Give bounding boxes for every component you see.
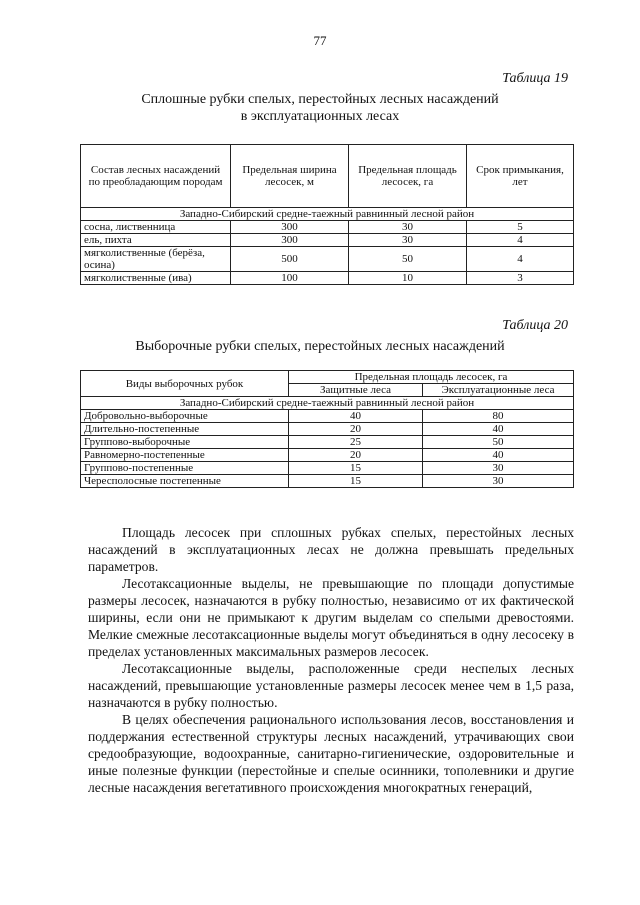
- width-cell: 500: [231, 247, 349, 272]
- table-20-header-area: Предельная площадь лесосек, га: [289, 371, 574, 384]
- table-19-region-row: [81, 208, 574, 221]
- area-cell: 30: [349, 234, 467, 247]
- table-row: [81, 234, 574, 247]
- cutting-type-cell: Группово-постепенные: [81, 462, 289, 475]
- species-cell: сосна, лиственница: [81, 221, 231, 234]
- table-19-header-term: Срок примыкания, лет: [467, 145, 574, 208]
- protective-cell: 15: [289, 475, 423, 488]
- cutting-type-cell: Добровольно-выборочные: [81, 410, 289, 423]
- table-19: [80, 144, 574, 285]
- cutting-type-cell: Чересполосные постепенные: [81, 475, 289, 488]
- species-cell: мягколиственные (берёза, осина): [81, 247, 231, 272]
- table-row: [81, 272, 574, 285]
- table-row: [81, 247, 574, 272]
- exploitation-cell: 30: [423, 462, 574, 475]
- table-20-region-row: [81, 397, 574, 410]
- area-cell: 10: [349, 272, 467, 285]
- paragraph: Лесотаксационные выделы, расположенные среди неспелых лесных насаждений, превышающие установленные размеры лесосек менее чем в 1,5 раза, назначаются в рубку полностью.: [88, 661, 574, 710]
- table-20-title: Выборочные рубки спелых, перестойных лесных насаждений: [135, 339, 505, 354]
- table-19-title: [0, 91, 640, 125]
- species-cell: мягколиственные (ива): [81, 272, 231, 285]
- protective-cell: 20: [289, 423, 423, 436]
- table-row: [81, 221, 574, 234]
- cutting-type-cell: Длительно-постепенные: [81, 423, 289, 436]
- protective-cell: 15: [289, 462, 423, 475]
- table-20-header-type: Виды выборочных рубок: [81, 371, 289, 397]
- table-19-header-width: Предельная ширина лесосек, м: [231, 145, 349, 208]
- table-20-header-protective: Защитные леса: [289, 384, 423, 397]
- term-cell: 3: [467, 272, 574, 285]
- table-19-region: Западно-Сибирский средне-таежный равнинный лесной район: [81, 208, 574, 221]
- exploitation-cell: 40: [423, 423, 574, 436]
- cutting-type-cell: Равномерно-постепенные: [81, 449, 289, 462]
- paragraph: В целях обеспечения рационального использования лесов, восстановления и поддержания естественной структуры лесных насаждений, утрачивающих свои средообразующие, водоохранные, санитарно-гигиенические, оздоровительные и иные полезные функции (перестойные и спелые осинники, тополевники и другие лесные насаждения вегетативного происхождения многократных генераций,: [88, 712, 574, 795]
- exploitation-cell: 50: [423, 436, 574, 449]
- cutting-type-cell: Группово-выборочные: [81, 436, 289, 449]
- paragraph: Лесотаксационные выделы, не превышающие по площади допустимые размеры лесосек, назначаются в рубку полностью, независимо от их фактической ширины, если они не примыкают к другим выделам со спелыми древостоями. Мелкие смежные лесотаксационные выделы могут объединяться в одну лесосеку в пределах установленных максимальных размеров лесосек.: [88, 576, 574, 659]
- protective-cell: 25: [289, 436, 423, 449]
- table-row: [81, 449, 574, 462]
- species-cell: ель, пихта: [81, 234, 231, 247]
- paragraph: Площадь лесосек при сплошных рубках спелых, перестойных лесных насаждений в эксплуатационных лесах не должна превышать предельных параметров.: [88, 525, 574, 574]
- area-cell: 50: [349, 247, 467, 272]
- table-19-header-row: [81, 145, 574, 208]
- table-20-header-row: [81, 371, 574, 384]
- table-19-caption: Таблица 19: [502, 71, 568, 86]
- table-20-header-exploitation: Эксплуатационные леса: [423, 384, 574, 397]
- page-number: 77: [313, 33, 327, 48]
- term-cell: 4: [467, 234, 574, 247]
- term-cell: 4: [467, 247, 574, 272]
- table-20: [80, 370, 574, 488]
- width-cell: 100: [231, 272, 349, 285]
- exploitation-cell: 30: [423, 475, 574, 488]
- table-row: [81, 410, 574, 423]
- exploitation-cell: 80: [423, 410, 574, 423]
- table-row: [81, 475, 574, 488]
- table-row: [81, 462, 574, 475]
- area-cell: 30: [349, 221, 467, 234]
- body-text: [88, 524, 574, 796]
- table-20-caption: Таблица 20: [502, 318, 568, 333]
- protective-cell: 40: [289, 410, 423, 423]
- table-19-title-line-2: в эксплуатационных лесах: [240, 109, 400, 124]
- table-row: [81, 423, 574, 436]
- table-row: [81, 436, 574, 449]
- protective-cell: 20: [289, 449, 423, 462]
- table-19-title-line-1: Сплошные рубки спелых, перестойных лесных насаждений: [141, 92, 499, 107]
- table-19-header-species: Состав лесных насаждений по преобладающим породам: [81, 145, 231, 208]
- table-20-region: Западно-Сибирский средне-таежный равнинный лесной район: [81, 397, 574, 410]
- width-cell: 300: [231, 234, 349, 247]
- exploitation-cell: 40: [423, 449, 574, 462]
- width-cell: 300: [231, 221, 349, 234]
- term-cell: 5: [467, 221, 574, 234]
- table-19-header-area: Предельная площадь лесосек, га: [349, 145, 467, 208]
